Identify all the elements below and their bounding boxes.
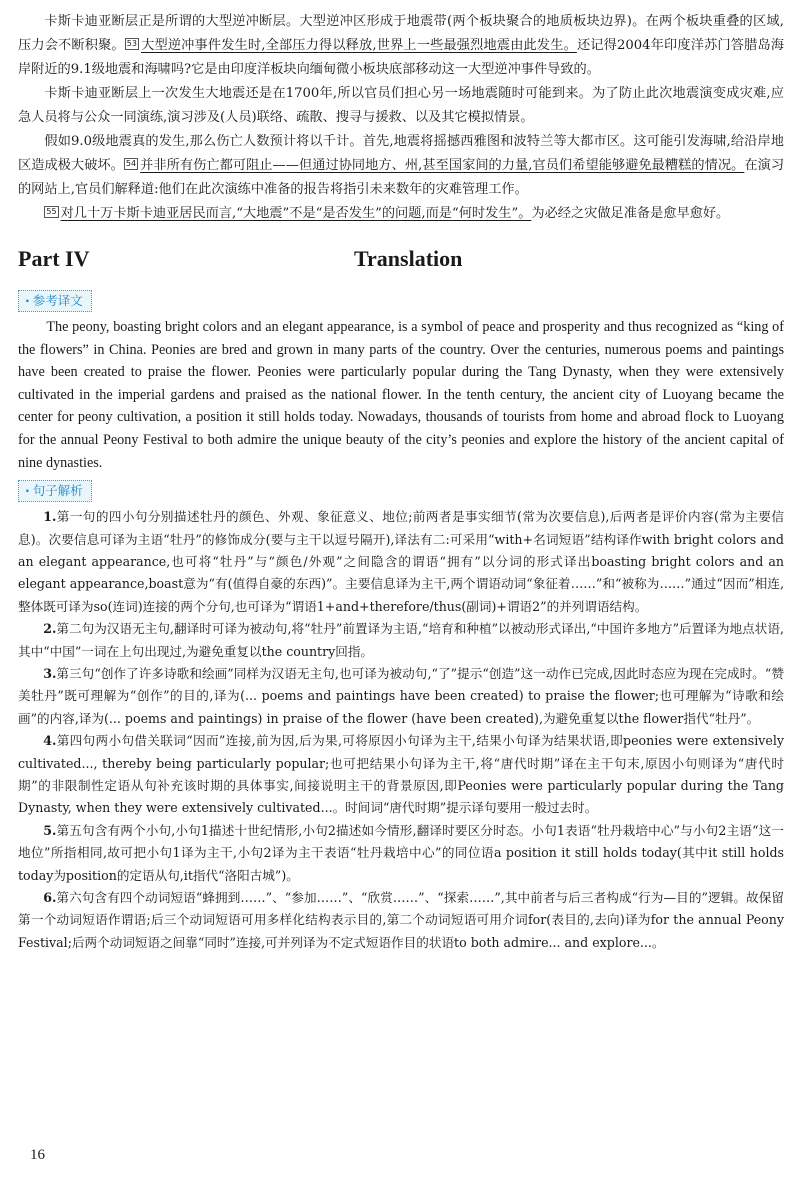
reference-translation-tag: [18, 290, 92, 312]
tag-label: 句子解析: [32, 483, 83, 499]
analysis-text: 第六句含有四个动词短语“蜂拥到……”、“参加……”、“欣赏……”、“探索……”,其中前者与后三者构成“行为—目的”逻辑。故保留第一个动词短语作谓语;后三个动词短语可用多样化结构表示目的,第二个动词短语可用介词for(表目的,去向)译为for the annual Peony Festival;后两个动词短语之间靠“同时”连接,可并列译为不定式短语作目的状语to both admire... and explore...。: [18, 890, 784, 950]
sentence-analysis-tag: [18, 480, 92, 502]
underlined-sentence-53: 大型逆冲事件发生时,全部压力得以释放,世界上一些最强烈地震由此发生。: [140, 38, 577, 53]
underlined-sentence-54: 并非所有伤亡都可阻止——但通过协同地方、州,甚至国家间的力量,官员们希望能够避免最糟糕的情况。: [140, 158, 745, 173]
passage-paragraph-2: 卡斯卡迪亚断层上一次发生大地震还是在1700年,所以官员们担心另一场地震随时可能到来。为了防止此次地震演变成灾难,应急人员将与公众一同演练,演习涉及(人员)联络、疏散、搜寻与援救、以及其它模拟情景。: [18, 86, 784, 125]
passage-text: 卡斯卡迪亚断层正是所谓的大型逆冲断层。大型逆冲区形成于地震带(两个板块聚合的地质板块边界)。在两个板块重叠的区域,压力会不断积聚。: [18, 14, 784, 53]
analysis-number: 4.: [43, 733, 57, 749]
analysis-text: 第一句的四小句分别描述牡丹的颜色、外观、象征意义、地位;前两者是事实细节(常为次要信息),后两者是评价内容(常为主要信息)。次要信息可译为主语“牡丹”的修饰成分(要与主干以逗号隔开),译法有二:可采用“with+名词短语”结构译作with bright colors and an elegant appearance,也可将“牡丹”与“颜色/外观”之间隐含的谓语“拥有”以分词的形式译出boasting bright colors and an elegant appearance,boast意为“有(值得自豪的东西)”。主要信息译为主干,两个谓语动词“象征着……”和“被称为……”通过“因而”相连,整体既可译为so(连词)连接的两个分句,也可译为“谓语1+and+therefore/thus(副词)+谓语2”的并列谓语结构。: [18, 509, 784, 614]
analysis-number: 6.: [43, 890, 57, 906]
page-number: 16: [30, 1147, 45, 1163]
analysis-item: [18, 887, 784, 954]
question-marker-55: 55: [46, 207, 57, 216]
analysis-number: 5.: [43, 822, 57, 838]
analysis-number: 2.: [43, 621, 57, 637]
passage-paragraph-1: [18, 10, 784, 82]
question-marker-54: 54: [125, 159, 137, 168]
passage-text: 为必经之灾做足准备是愈早愈好。: [531, 206, 730, 221]
bullet-icon: ·: [25, 483, 30, 499]
translation-paragraph: The peony, boasting bright colors and an elegant appearance, is a symbol of peace and prosperity and thus recognized as “king of the flowers” in China. Peonies are bred and grown in many parts of the country. Over the centuries, numerous poems and paintings have been created to praise the flower. Peonies were particularly popular during the Tang Dynasty, when they were extensively cultivated in the imperial gardens and praised as the national flower. In the tenth century, the ancient city of Luoyang became the center for peony cultivation, a position it still holds today. Nowadays, thousands of tourists from home and abroad flock to Luoyang for the annual Peony Festival to both admire the unique beauty of the city’s peonies and explore the history of the ancient capital of nine dynasties.: [18, 319, 784, 471]
analysis-number: 1.: [43, 509, 57, 525]
passage-text: 在演习的网站上,官员们解释道:他们在此次演练中准备的报告将指引未来数年的灾难管理工作。: [18, 158, 785, 197]
passage-paragraph-4: [18, 202, 784, 226]
analysis-item: [18, 506, 784, 618]
part-title: Translation: [354, 246, 463, 271]
analysis-item: [18, 730, 784, 820]
tag-label: 参考译文: [32, 293, 83, 308]
passage-text: 假如9.0级地震真的发生,那么伤亡人数预计将以千计。首先,地震将摇撼西雅图和波特兰等大都市区。这可能引发海啸,给沿岸地区造成极大破坏。: [18, 134, 784, 173]
analysis-text: 第三句“创作了许多诗歌和绘画”同样为汉语无主句,也可译为被动句,“了”提示“创造”这一动作已完成,因此时态应为现在完成时。“赞美牡丹”既可理解为“创作”的目的,译为(... poems and paintings have been created) to praise the flower;也可理解为“诗歌和绘画”的内容,译为(... poems and paintings) in praise of the flower (have been created),为避免重复以the flower指代“牡丹”。: [18, 666, 784, 726]
analysis-number: 3.: [43, 666, 57, 681]
bullet-icon: ·: [25, 293, 30, 308]
part-number: Part IV: [18, 246, 90, 271]
analysis-item: [18, 663, 784, 730]
passage-paragraph-3: [18, 130, 784, 202]
part-header: [18, 246, 784, 280]
analysis-text: 第四句两小句借关联词“因而”连接,前为因,后为果,可将原因小句译为主干,结果小句译为结果状语,即peonies were extensively cultivated..., thereby being particularly popular;也可把结果小句译为主干,将“唐代时期”译在主干句末,原因小句则译为“唐代时期”的非限制性定语从句补充该时期的具体事实,间接说明主干的背景原因,即Peonies were particularly popular during the Tang Dynasty, when they were extensively cultivated...。时间词“唐代时期”提示译句要用一般过去时。: [18, 733, 784, 816]
analysis-item: [18, 618, 784, 663]
page-content: [18, 10, 784, 954]
underlined-sentence-55: 对几十万卡斯卡迪亚居民而言,“大地震”不是“是否发生”的问题,而是“何时发生”。: [60, 206, 532, 221]
passage-text: 还记得2004年印度洋苏门答腊岛海岸附近的9.1级地震和海啸吗?它是由印度洋板块向缅甸微小板块底部移动这一大型逆冲事件导致的。: [18, 38, 785, 77]
analysis-item: [18, 820, 784, 887]
question-marker-53: 53: [126, 39, 137, 48]
analysis-text: 第二句为汉语无主句,翻译时可译为被动句,将“牡丹”前置译为主语,“培育和种植”以被动形式译出,“中国许多地方”后置译为地点状语,其中“中国”一词在上句出现过,为避免重复以the country回指。: [18, 621, 784, 659]
analysis-text: 第五句含有两个小句,小句1描述十世纪情形,小句2描述如今情形,翻译时要区分时态。小句1表语“牡丹栽培中心”与小句2主语“这一地位”所指相同,故可把小句1译为主干,小句2译为主干表语“牡丹栽培中心”的同位语a position it still holds today(其中it still holds today为position的定语从句,it指代“洛阳古城”)。: [18, 822, 784, 883]
